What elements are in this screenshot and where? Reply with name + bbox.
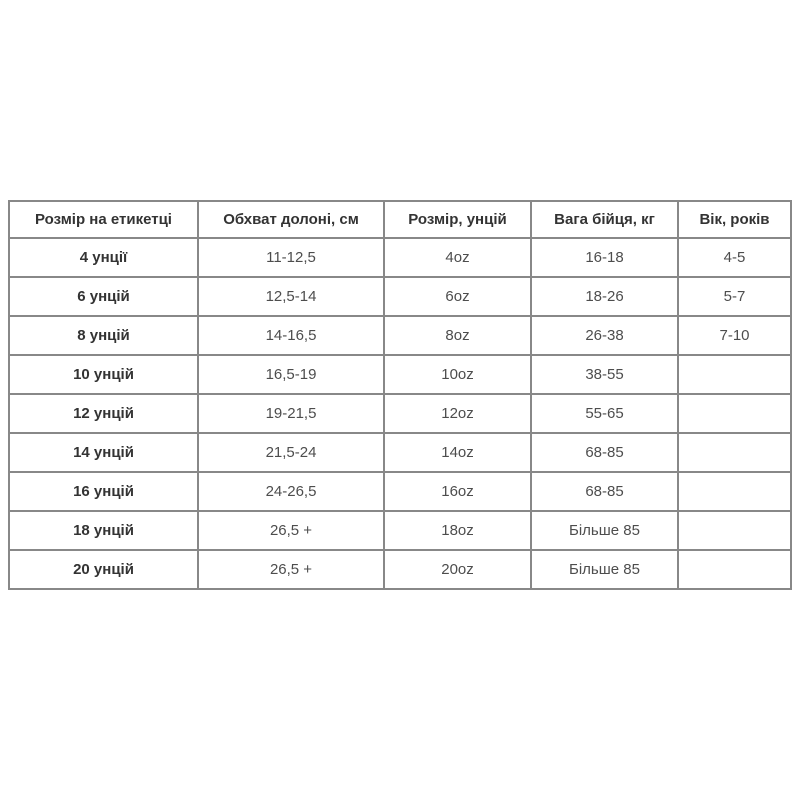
table-cell: 18-26 [531, 277, 678, 316]
table-cell: 26,5 + [198, 511, 384, 550]
glove-size-table [8, 200, 792, 590]
table-cell: Більше 85 [531, 511, 678, 550]
table-cell: 12oz [384, 394, 531, 433]
header-cell-col0: Розмір на етикетці [9, 201, 198, 238]
table-cell: 16-18 [531, 238, 678, 277]
header-cell-col1: Обхват долоні, см [198, 201, 384, 238]
table-row [9, 277, 791, 316]
table-cell: 14-16,5 [198, 316, 384, 355]
table-cell: 6oz [384, 277, 531, 316]
table-cell: 20 унцій [9, 550, 198, 589]
table-cell: 14 унцій [9, 433, 198, 472]
table-cell: 12,5-14 [198, 277, 384, 316]
table-body [9, 238, 791, 589]
table-cell: 16 унцій [9, 472, 198, 511]
header-cell-col3: Вага бійця, кг [531, 201, 678, 238]
table-cell: 16,5-19 [198, 355, 384, 394]
table-row [9, 472, 791, 511]
table-row [9, 511, 791, 550]
table-cell: 4-5 [678, 238, 791, 277]
table-row [9, 355, 791, 394]
table-cell: 14oz [384, 433, 531, 472]
table-row [9, 394, 791, 433]
table-row [9, 316, 791, 355]
table-row [9, 238, 791, 277]
table-cell [678, 472, 791, 511]
table-cell [678, 394, 791, 433]
table-cell: 21,5-24 [198, 433, 384, 472]
table-cell: 38-55 [531, 355, 678, 394]
table-cell [678, 433, 791, 472]
table-cell: 26-38 [531, 316, 678, 355]
table-cell: 12 унцій [9, 394, 198, 433]
table-cell: 18 унцій [9, 511, 198, 550]
header-cell-col4: Вік, років [678, 201, 791, 238]
table-cell [678, 355, 791, 394]
table-cell: 26,5 + [198, 550, 384, 589]
table-header-row [9, 201, 791, 238]
table-cell: 4oz [384, 238, 531, 277]
table-cell: 8oz [384, 316, 531, 355]
table-row [9, 433, 791, 472]
table-cell: 68-85 [531, 472, 678, 511]
table-cell: 24-26,5 [198, 472, 384, 511]
table-row [9, 550, 791, 589]
table-cell: 5-7 [678, 277, 791, 316]
table-cell [678, 550, 791, 589]
table-cell: 19-21,5 [198, 394, 384, 433]
table-cell [678, 511, 791, 550]
table-cell: 20oz [384, 550, 531, 589]
table-cell: 7-10 [678, 316, 791, 355]
table-cell: 10 унцій [9, 355, 198, 394]
header-cell-col2: Розмір, унцій [384, 201, 531, 238]
header-row [9, 201, 791, 238]
table-cell: 8 унцій [9, 316, 198, 355]
table-cell: 68-85 [531, 433, 678, 472]
table-cell: 11-12,5 [198, 238, 384, 277]
table-cell: 16oz [384, 472, 531, 511]
table-cell: 55-65 [531, 394, 678, 433]
table-cell: 10oz [384, 355, 531, 394]
table-cell: 18oz [384, 511, 531, 550]
table-cell: 6 унцій [9, 277, 198, 316]
table-cell: 4 унції [9, 238, 198, 277]
table-cell: Більше 85 [531, 550, 678, 589]
